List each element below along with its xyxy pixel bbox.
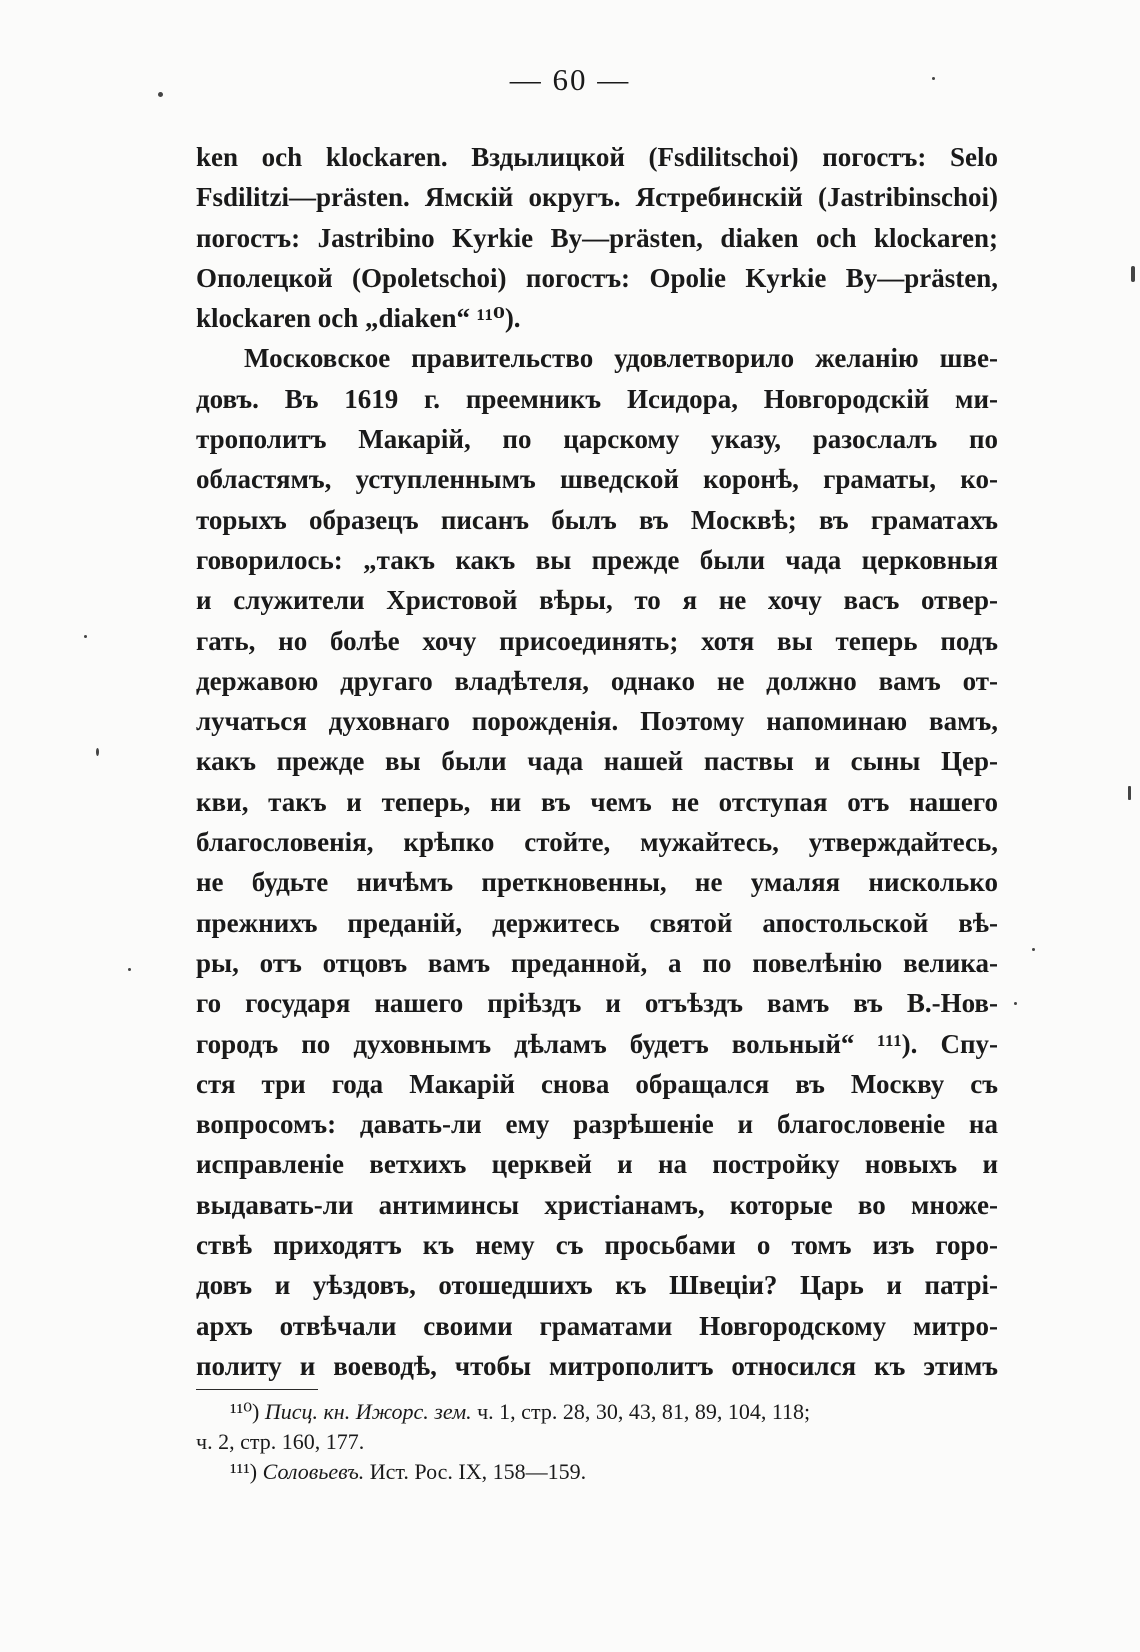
text-line: кви, такъ и теперь, ни въ чемъ не отступая отъ нашего — [196, 786, 998, 817]
body-text — [196, 137, 998, 1386]
text-line: выдавать-ли антиминсы христіанамъ, которые во множе- — [196, 1189, 998, 1220]
scan-speck — [128, 968, 131, 971]
text-line: ствѣ приходятъ къ нему съ просьбами о томъ изъ горо- — [196, 1230, 998, 1261]
scan-speck — [932, 77, 935, 80]
text-line: го государя нашего пріѣздъ и отъѣздъ вамъ въ В.-Нов- — [196, 988, 998, 1019]
text-line: благословенія, крѣпко стойте, мужайтесь, утверждайтесь, — [196, 827, 998, 858]
text-line: какъ прежде вы были чада нашей паствы и сыны Цер- — [196, 746, 998, 777]
text-line: ken och klockaren. Вздылицкой (Fsdilitschoi) погостъ: Selo — [196, 142, 998, 172]
text-line: ры, отъ отцовъ вамъ преданной, а по повелѣнію велика- — [196, 947, 998, 978]
text-line: Fsdilitzi—prästen. Ямскій округъ. Ястребинскій (Jastribinschoi) — [196, 182, 998, 213]
footnote-divider — [196, 1389, 318, 1390]
footnote-110-continuation: ч. 2, стр. 160, 177. — [196, 1429, 365, 1454]
footnotes — [196, 1397, 998, 1487]
scan-speck — [1032, 948, 1035, 951]
text-line: и служители Христовой вѣры, то я не хочу васъ отвер- — [196, 585, 998, 616]
paragraph-start-line: Московское правительство удовлетворило желанію шве- — [244, 343, 998, 374]
text-line: трополитъ Макарій, по царскому указу, разослалъ по — [196, 424, 998, 455]
text-line: прежнихъ преданій, держитесь святой апостольской вѣ- — [196, 907, 998, 938]
text-line: погостъ: Jastribino Kyrkie By—prästen, diaken och klockaren; — [196, 222, 998, 253]
text-line: klockaren och „diaken“ ¹¹⁰). — [196, 303, 521, 334]
text-line: политу и воеводѣ, чтобы митрополитъ относился къ этимъ — [196, 1350, 998, 1381]
text-line: гать, но болѣе хочу присоединять; хотя вы теперь подъ — [196, 625, 998, 656]
text-line: говорилось: „такъ какъ вы прежде были чада церковныя — [196, 544, 998, 575]
scan-speck — [1128, 786, 1131, 800]
text-line: стя три года Макарій снова обращался въ Москву съ — [196, 1068, 998, 1099]
text-line: не будьте ничѣмъ преткновенны, не умаляя нисколько — [196, 867, 998, 898]
text-line: лучаться духовнаго порожденія. Поэтому напоминаю вамъ, — [196, 706, 998, 737]
footnote-110 — [196, 1397, 998, 1427]
footnote-111 — [196, 1457, 998, 1487]
scan-speck — [1131, 266, 1135, 282]
text-line: довъ и уѣздовъ, отошедшихъ къ Швеціи? Царь и патрі- — [196, 1270, 998, 1301]
scan-speck — [84, 635, 87, 638]
footnote-text: Ист. Рос. IX, 158—159. — [369, 1459, 587, 1484]
footnote-source: Писц. кн. Ижорс. зем. — [264, 1399, 472, 1424]
text-line: вопросомъ: давать-ли ему разрѣшеніе и благословеніе на — [196, 1109, 998, 1140]
text-line: архъ отвѣчали своими граматами Новгородскому митро- — [196, 1310, 998, 1341]
footnote-source: Соловьевъ. — [262, 1459, 365, 1484]
text-line: городъ по духовнымъ дѣламъ будетъ вольный“ ¹¹¹). Спу- — [196, 1028, 998, 1059]
text-line: Ополецкой (Opoletschoi) погостъ: Opolie Kyrkie By—prästen, — [196, 262, 998, 293]
scan-speck — [1014, 1002, 1017, 1005]
scan-speck — [158, 92, 163, 97]
text-line: исправленіе ветхихъ церквей и на постройку новыхъ и — [196, 1149, 998, 1180]
scan-speck — [96, 748, 99, 756]
footnote-mark: ¹¹⁰) — [230, 1399, 260, 1424]
text-line: областямъ, уступленнымъ шведской коронѣ, граматы, ко- — [196, 464, 998, 495]
page-number: — 60 — — [509, 62, 631, 97]
text-line: торыхъ образецъ писанъ былъ въ Москвѣ; въ граматахъ — [196, 504, 998, 535]
text-line: довъ. Въ 1619 г. преемникъ Исидора, Новгородскій ми- — [196, 383, 998, 414]
text-line: державою другаго владѣтеля, однако не должно вамъ от- — [196, 665, 998, 696]
footnote-text: ч. 1, стр. 28, 30, 43, 81, 89, 104, 118; — [477, 1399, 811, 1424]
footnote-mark: ¹¹¹) — [230, 1459, 258, 1484]
